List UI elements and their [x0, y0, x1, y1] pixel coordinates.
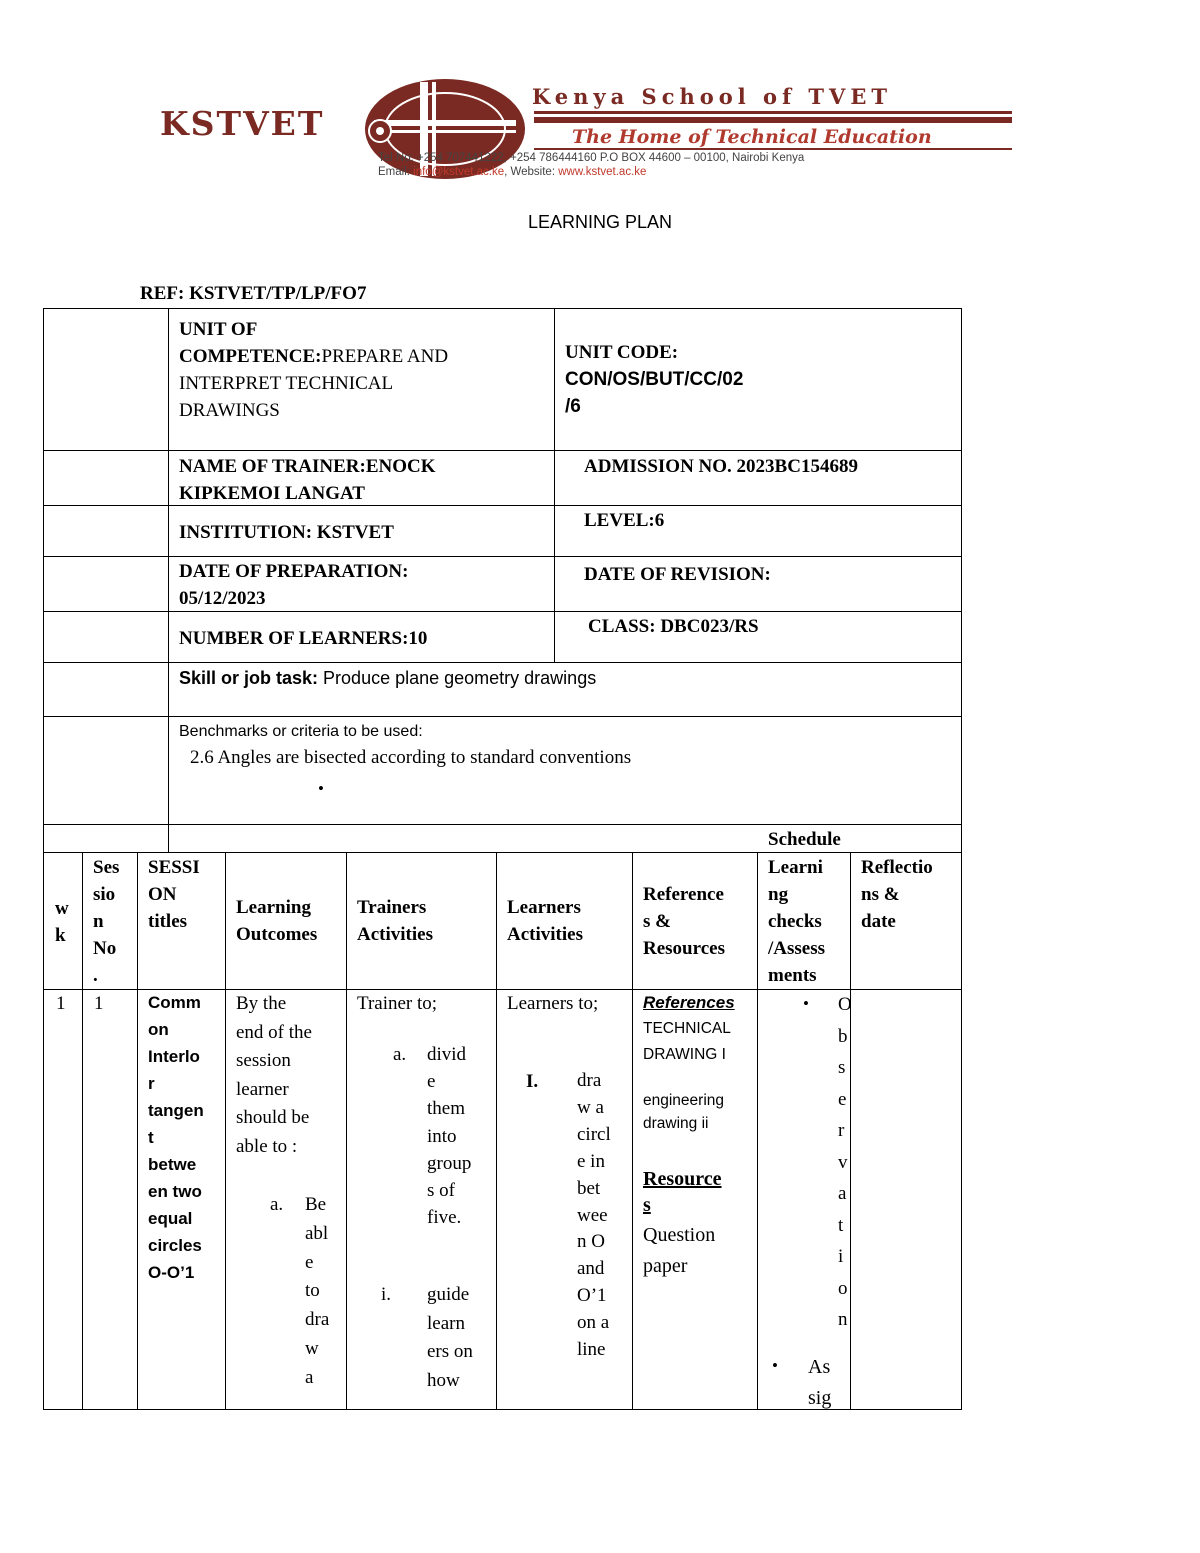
- trainer-name: NAME OF TRAINER:ENOCK KIPKEMOI LANGAT: [179, 456, 436, 504]
- header-reflections: Reflectio ns & date: [861, 857, 933, 932]
- skill-or-job-task: Skill or job task: Produce plane geometry drawings: [179, 668, 597, 688]
- schedule-label: Schedule: [768, 829, 841, 850]
- row-trainer-intro: Trainer to;: [357, 993, 438, 1014]
- class-code: CLASS: DBC023/RS: [588, 616, 759, 637]
- header-session-titles: SESSI ON titles: [148, 857, 200, 932]
- row-checks-bullet-2: •: [772, 1356, 778, 1375]
- table-border: [82, 852, 83, 1409]
- row-trainer-a: divid e them into group s of five.: [427, 1044, 472, 1229]
- row-resources-label: Resource s: [643, 1168, 722, 1216]
- benchmarks-label: Benchmarks or criteria to be used:: [179, 723, 423, 740]
- contact-phone-address: Tel No: +254 707441222, +254 786444160 P.O BOX 44600 – 00100, Nairobi Kenya: [378, 152, 805, 164]
- letterhead-bar-bottom: [534, 148, 1012, 150]
- level: LEVEL:6: [584, 510, 665, 531]
- header-week: w k: [55, 898, 69, 946]
- institution-abbreviation: KSTVET: [160, 104, 325, 143]
- contact-email-website: Email: info@kstvet.ac.ke, Website: www.kstvet.ac.ke: [378, 166, 647, 178]
- row-references-list: TECHNICAL DRAWING I engineering drawing ii: [643, 1020, 731, 1132]
- row-checks-assignment: As sig: [808, 1356, 832, 1409]
- reference-code: REF: KSTVET/TP/LP/FO7: [140, 283, 367, 304]
- benchmark-bullet: •: [318, 779, 324, 798]
- row-checks-observation: O b s e r v a t i o n: [838, 994, 852, 1330]
- row-outcome-marker: a.: [270, 1194, 284, 1215]
- institution-tagline: The Home of Technical Education: [572, 126, 932, 148]
- unit-code: UNIT CODE: CON/OS/BUT/CC/02 /6: [565, 342, 744, 417]
- table-border: [43, 824, 962, 825]
- table-border: [43, 556, 962, 557]
- header-learning-outcomes: Learning Outcomes: [236, 897, 318, 945]
- row-learner-marker: I.: [526, 1071, 539, 1092]
- letterhead: [0, 0, 1200, 200]
- admission-number: ADMISSION NO. 2023BC154689: [584, 456, 858, 477]
- date-of-preparation: DATE OF PREPARATION: 05/12/2023: [179, 561, 409, 609]
- table-border: [43, 308, 44, 1409]
- table-border: [632, 852, 633, 1409]
- letterhead-bar-top: [534, 111, 1012, 114]
- row-outcome-intro: By the end of the session learner should be able to :: [236, 993, 312, 1157]
- table-border: [43, 716, 962, 717]
- row-session: 1: [94, 993, 104, 1014]
- row-session-title: Comm on Interlo r tangen t betwe en two equal circles O-O’1: [148, 993, 204, 1282]
- table-border: [554, 308, 555, 662]
- page-title: LEARNING PLAN: [527, 212, 673, 232]
- header-learners-activities: Learners Activities: [507, 897, 583, 945]
- table-border: [43, 662, 962, 663]
- institution-name: Kenya School of TVET: [532, 84, 892, 109]
- table-border: [225, 852, 226, 1409]
- row-resources-list: Question paper: [643, 1224, 716, 1277]
- row-trainer-i-marker: i.: [381, 1284, 392, 1305]
- unit-of-competence: UNIT OF COMPETENCE:PREPARE AND INTERPRET TECHNICAL DRAWINGS: [179, 319, 449, 421]
- table-border: [43, 308, 962, 309]
- row-week: 1: [56, 993, 66, 1014]
- table-border: [757, 852, 758, 1409]
- table-border: [346, 852, 347, 1409]
- header-trainers-activities: Trainers Activities: [357, 897, 433, 945]
- website-link[interactable]: www.kstvet.ac.ke: [558, 166, 647, 178]
- table-border: [43, 450, 962, 451]
- header-session-number: Ses sio n No .: [93, 857, 120, 986]
- date-of-revision: DATE OF REVISION:: [584, 564, 771, 585]
- row-trainer-a-marker: a.: [393, 1044, 407, 1065]
- number-of-learners: NUMBER OF LEARNERS:10: [179, 628, 428, 649]
- header-learning-checks: Learni ng checks /Assess ments: [768, 857, 826, 986]
- row-trainer-i: guide learn ers on how: [427, 1284, 473, 1391]
- letterhead-bar-mid: [534, 117, 1012, 123]
- row-checks-bullet-1: •: [803, 994, 809, 1013]
- benchmark-item: 2.6 Angles are bisected according to standard conventions: [190, 747, 632, 768]
- table-border: [137, 852, 138, 1409]
- row-references-label: References: [643, 993, 735, 1012]
- table-border: [961, 308, 962, 1409]
- row-learner-item: dra w a circl e in bet wee n O and O’1 on a line: [577, 1070, 611, 1361]
- institution: INSTITUTION: KSTVET: [179, 522, 394, 543]
- table-border: [168, 308, 169, 852]
- row-learner-intro: Learners to;: [507, 993, 599, 1014]
- row-outcome-item: Be abl e to dra w a: [305, 1194, 330, 1388]
- header-references: Reference s & Resources: [643, 884, 725, 959]
- table-border: [496, 852, 497, 1409]
- email-link[interactable]: info@kstvet.ac.ke: [413, 166, 505, 178]
